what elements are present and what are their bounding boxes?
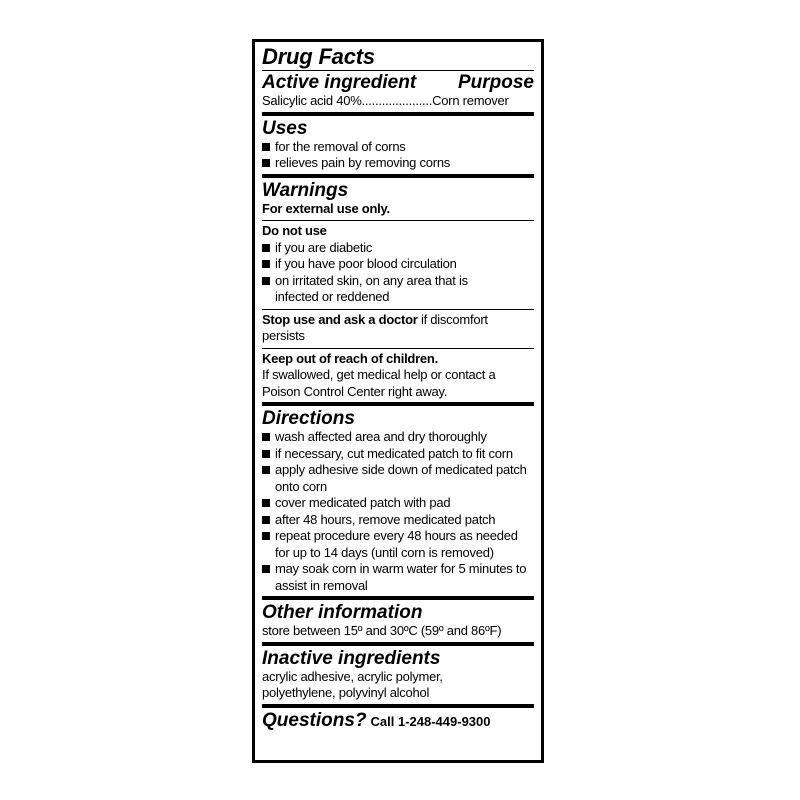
list-item: wash affected area and dry thoroughly <box>262 429 534 446</box>
list-item: on irritated skin, on any area that is infected or reddened <box>262 273 534 306</box>
active-ingredient-header <box>262 71 534 93</box>
bullet-square-icon <box>262 277 270 285</box>
list-item: apply adhesive side down of medicated patch onto corn <box>262 462 534 495</box>
list-item: for the removal of corns <box>262 139 534 156</box>
uses-section <box>262 116 534 174</box>
stop-use-heading: Stop use and ask a doctor <box>262 311 418 327</box>
questions-phone: Call 1-248-449-9300 <box>370 713 491 729</box>
do-not-use-block <box>262 221 534 308</box>
keep-out-text: If swallowed, get medical help or contact a Poison Control Center right away. <box>262 367 496 399</box>
list-item: if you have poor blood circulation <box>262 256 534 273</box>
bullet-square-icon <box>262 143 270 151</box>
list-item: if necessary, cut medicated patch to fit corn <box>262 446 534 463</box>
questions-heading: Questions? <box>262 709 367 731</box>
active-ingredient-heading: Active ingredient <box>262 72 417 93</box>
keep-out-heading: Keep out of reach of children. <box>262 350 438 366</box>
bullet-square-icon <box>262 159 270 167</box>
stop-use-text: if discomfort persists <box>262 311 488 343</box>
bullet-square-icon <box>262 244 270 252</box>
bullet-square-icon <box>262 450 270 458</box>
active-ingredient-line: Salicylic acid 40%.....................Corn remover <box>262 93 509 108</box>
keep-out-block <box>262 349 534 403</box>
other-information-heading: Other information <box>262 602 423 623</box>
drug-facts-title: Drug Facts <box>262 44 375 69</box>
purpose-heading: Purpose <box>457 72 534 93</box>
stop-use-block <box>262 310 534 347</box>
warnings-section <box>262 178 534 403</box>
uses-heading: Uses <box>262 117 308 139</box>
bullet-square-icon <box>262 260 270 268</box>
list-item: after 48 hours, remove medicated patch <box>262 512 534 529</box>
do-not-use-heading: Do not use <box>262 223 327 238</box>
directions-heading: Directions <box>262 408 355 429</box>
bullet-square-icon <box>262 499 270 507</box>
bullet-square-icon <box>262 433 270 441</box>
inactive-ingredients-heading: Inactive ingredients <box>262 647 441 669</box>
bullet-square-icon <box>262 565 270 573</box>
inactive-ingredients-section <box>262 646 534 704</box>
list-item: may soak corn in warm water for 5 minutes to assist in removal <box>262 561 534 594</box>
list-item: repeat procedure every 48 hours as needed for up to 14 days (until corn is removed) <box>262 528 534 561</box>
directions-section <box>262 406 534 596</box>
external-use-text: For external use only. <box>262 200 390 216</box>
bullet-square-icon <box>262 516 270 524</box>
warnings-heading: Warnings <box>262 179 349 201</box>
other-information-section <box>262 600 534 642</box>
bullet-square-icon <box>262 532 270 540</box>
questions-section <box>262 708 534 733</box>
inactive-ingredients-text: acrylic adhesive, acrylic polymer, polyethylene, polyvinyl alcohol <box>262 668 443 700</box>
drug-facts-panel <box>252 39 544 763</box>
drug-facts-content <box>262 45 534 733</box>
list-item: relieves pain by removing corns <box>262 155 534 172</box>
list-item: if you are diabetic <box>262 240 534 257</box>
list-item: cover medicated patch with pad <box>262 495 534 512</box>
other-information-text: store between 15º and 30ºC (59º and 86ºF) <box>262 623 502 638</box>
bullet-square-icon <box>262 466 270 474</box>
